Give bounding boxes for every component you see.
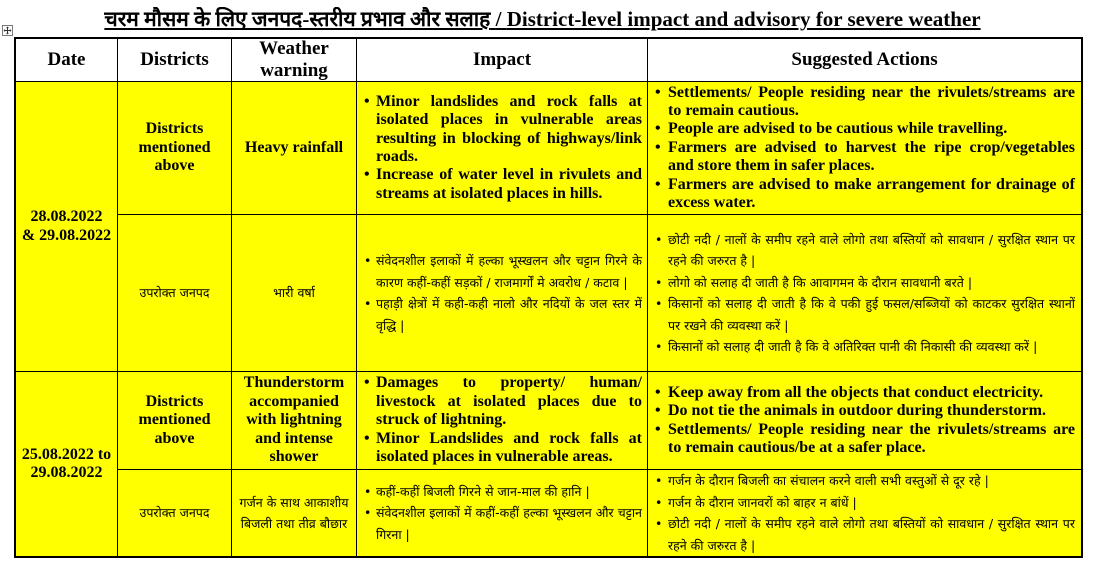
date-cell [16, 82, 117, 371]
impact-cell [357, 470, 647, 556]
action-item: • किसानों को सलाह दी जाती है कि वे अतिरिक्त पानी की निकासी की व्यवस्था करें | [654, 336, 1075, 358]
districts-cell [118, 372, 231, 469]
suggested-actions-list [654, 470, 1075, 556]
action-item: • Do not tie the animals in outdoor during thunderstorm. [654, 402, 1075, 420]
weather-warning-cell [232, 215, 356, 371]
title-text [104, 7, 980, 31]
impact-item: • Minor Landslides and rock falls at isolated places in vulnerable areas. [363, 430, 642, 467]
header-suggested-actions-label: Suggested Actions [791, 49, 938, 71]
date-text: 28.08.2022 & 29.08.2022 [21, 208, 112, 244]
impact-item: • Minor landslides and rock falls at isolated places in vulnerable areas resulting in blocking of highways/link roads. [363, 93, 642, 167]
districts-text: Districts mentioned above [138, 392, 211, 447]
districts-cell [118, 215, 231, 371]
document-title [0, 7, 1085, 31]
action-item: • गर्जन के दौरान बिजली का संचालन करने वाली सभी वस्तुओं से दूर रहे | [654, 470, 1075, 492]
impact-list [363, 250, 642, 336]
districts-text: उपरोक्त जनपद [139, 505, 210, 521]
impact-item: • Damages to property/ human/ livestock at isolated places due to struck of lightning. [363, 374, 642, 429]
action-item: • Settlements/ People residing near the rivulets/streams are to remain cautious/be at a safer place. [654, 421, 1075, 458]
title-separator: / [495, 7, 502, 31]
weather-warning-cell [232, 470, 356, 556]
districts-cell [118, 470, 231, 556]
weather-warning-text: गर्जन के साथ आकाशीय बिजली तथा तीव्र बौछार [239, 494, 349, 531]
action-item: • छोटी नदी / नालों के समीप रहने वाले लोगो तथा बस्तियों को सावधान / सुरक्षित स्थान पर रहने की जरुरत है | [654, 513, 1075, 556]
impact-list [363, 481, 642, 546]
impact-cell [357, 82, 647, 214]
districts-text: Districts mentioned above [138, 120, 211, 175]
action-item: • Keep away from all the objects that conduct electricity. [654, 384, 1075, 402]
impact-cell [357, 215, 647, 371]
header-weather-warning-label: Weather warning [259, 39, 329, 81]
suggested-actions-list [654, 229, 1075, 358]
impact-cell [357, 372, 647, 469]
action-item: • गर्जन के दौरान जानवरों को बाहर न बांधें | [654, 492, 1075, 514]
suggested-actions-cell [648, 372, 1081, 469]
weather-warning-text: Heavy rainfall [244, 138, 344, 156]
action-item: • लोगो को सलाह दी जाती है कि आवागमन के दौरान सावधानी बरते | [654, 272, 1075, 294]
header-impact [357, 39, 647, 81]
impact-list [363, 93, 642, 203]
weather-warning-text: भारी वर्षा [273, 285, 315, 301]
action-item: • छोटी नदी / नालों के समीप रहने वाले लोगो तथा बस्तियों को सावधान / सुरक्षित स्थान पर रहने की जरुरत है | [654, 229, 1075, 272]
suggested-actions-cell [648, 470, 1081, 556]
date-cell [16, 372, 117, 556]
suggested-actions-list [654, 84, 1075, 213]
date-text: 25.08.2022 to 29.08.2022 [21, 445, 112, 481]
weather-warning-cell [232, 372, 356, 469]
header-weather-warning [232, 39, 356, 81]
title-hindi: चरम मौसम के लिए जनपद-स्तरीय प्रभाव और सलाह [104, 7, 491, 31]
suggested-actions-list [654, 384, 1075, 458]
impact-item: • कहीं-कहीं बिजली गिरने से जान-माल की हानि | [363, 481, 642, 503]
action-item: • People are advised to be cautious while travelling. [654, 120, 1075, 138]
advisory-table [14, 37, 1083, 558]
header-date-label: Date [47, 49, 86, 71]
impact-item: • संवेदनशील इलाकों में कहीं-कहीं हल्का भूस्खलन और चट्टान गिरना | [363, 502, 642, 545]
header-districts [118, 39, 231, 81]
weather-warning-text: Thunderstorm accompanied with lightning and intense shower [243, 374, 345, 466]
districts-text: उपरोक्त जनपद [139, 285, 210, 301]
header-date [16, 39, 117, 81]
header-suggested-actions [648, 39, 1081, 81]
impact-item: • संवेदनशील इलाकों में हल्का भूस्खलन और चट्टान गिरने के कारण कहीं-कहीं सड़कों / राजमार्गों मे अवरोध / कटाव | [363, 250, 642, 293]
impact-item: • Increase of water level in rivulets and streams at isolated places in hills. [363, 166, 642, 203]
districts-cell [118, 82, 231, 214]
impact-item: • पहाड़ी क्षेत्रों में कही-कही नालो और नदियों के जल स्तर में वृद्धि | [363, 293, 642, 336]
action-item: • Farmers are advised to harvest the ripe crop/vegetables and store them in safer places. [654, 139, 1075, 176]
impact-list [363, 374, 642, 466]
weather-warning-cell [232, 82, 356, 214]
suggested-actions-cell [648, 82, 1081, 214]
suggested-actions-cell [648, 215, 1081, 371]
header-impact-label: Impact [472, 49, 532, 71]
action-item: • Settlements/ People residing near the rivulets/streams are to remain cautious. [654, 84, 1075, 121]
action-item: • किसानों को सलाह दी जाती है कि वे पकी हुई फसल/सब्जियों को काटकर सुरक्षित स्थानों पर रखने की व्यवस्था करें | [654, 293, 1075, 336]
action-item: • Farmers are advised to make arrangement for drainage of excess water. [654, 176, 1075, 213]
title-english: District-level impact and advisory for severe weather [506, 7, 981, 31]
header-districts-label: Districts [140, 49, 209, 71]
